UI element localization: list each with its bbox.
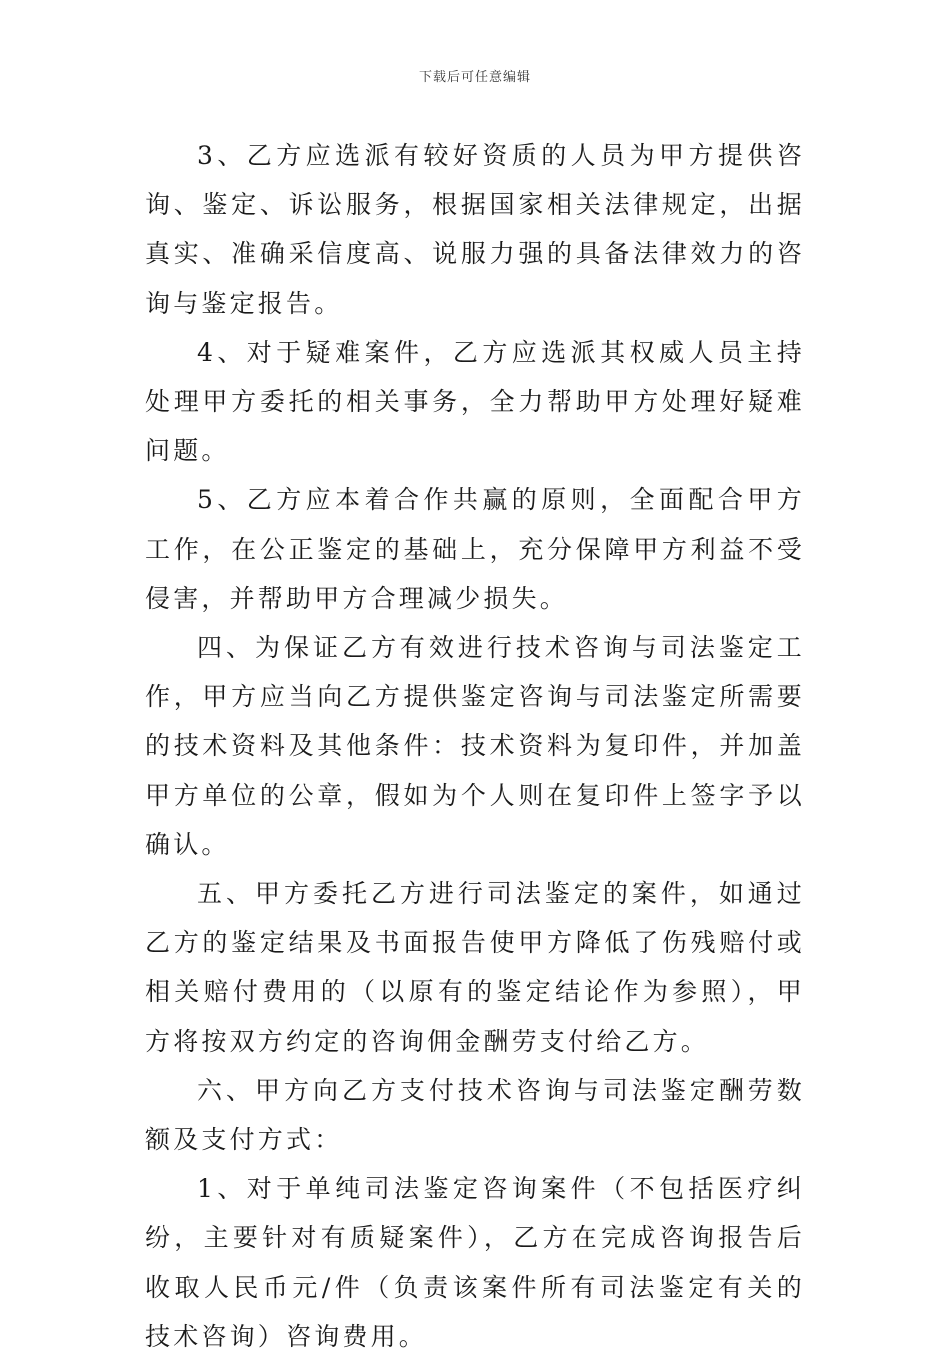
paragraph-section-6-clause-1: 1、对于单纯司法鉴定咨询案件（不包括医疗纠纷，主要针对有质疑案件），乙方在完成咨询报告后收取人民币元/件（负责该案件所有司法鉴定有关的技术咨询）咨询费用。 <box>145 1174 805 1351</box>
paragraph-clause-5: 5、乙方应本着合作共赢的原则，全面配合甲方工作，在公正鉴定的基础上，充分保障甲方利益不受侵害，并帮助甲方合理减少损失。 <box>145 485 805 613</box>
paragraph-clause-4: 4、对于疑难案件，乙方应选派其权威人员主持处理甲方委托的相关事务，全力帮助甲方处理好疑难问题。 <box>145 337 805 466</box>
paragraph-section-5: 五、甲方委托乙方进行司法鉴定的案件，如通过乙方的鉴定结果及书面报告使甲方降低了伤残赔付或相关赔付费用的（以原有的鉴定结论作为参照），甲方将按双方约定的咨询佣金酬劳支付给乙方。 <box>145 879 805 1056</box>
paragraph-section-6: 六、甲方向乙方支付技术咨询与司法鉴定酬劳数额及支付方式： <box>145 1075 805 1155</box>
header-note: 下载后可任意编辑 <box>418 70 531 85</box>
paragraph-clause-3: 3、乙方应选派有较好资质的人员为甲方提供咨询、鉴定、诉讼服务，根据国家相关法律规定，出据真实、准确采信度高、说服力强的具备法律效力的咨询与鉴定报告。 <box>145 141 805 318</box>
document-body <box>145 131 805 1361</box>
paragraph-section-4: 四、为保证乙方有效进行技术咨询与司法鉴定工作，甲方应当向乙方提供鉴定咨询与司法鉴定所需要的技术资料及其他条件：技术资料为复印件，并加盖甲方单位的公章，假如为个人则在复印件上签字予以确认。 <box>145 633 805 859</box>
